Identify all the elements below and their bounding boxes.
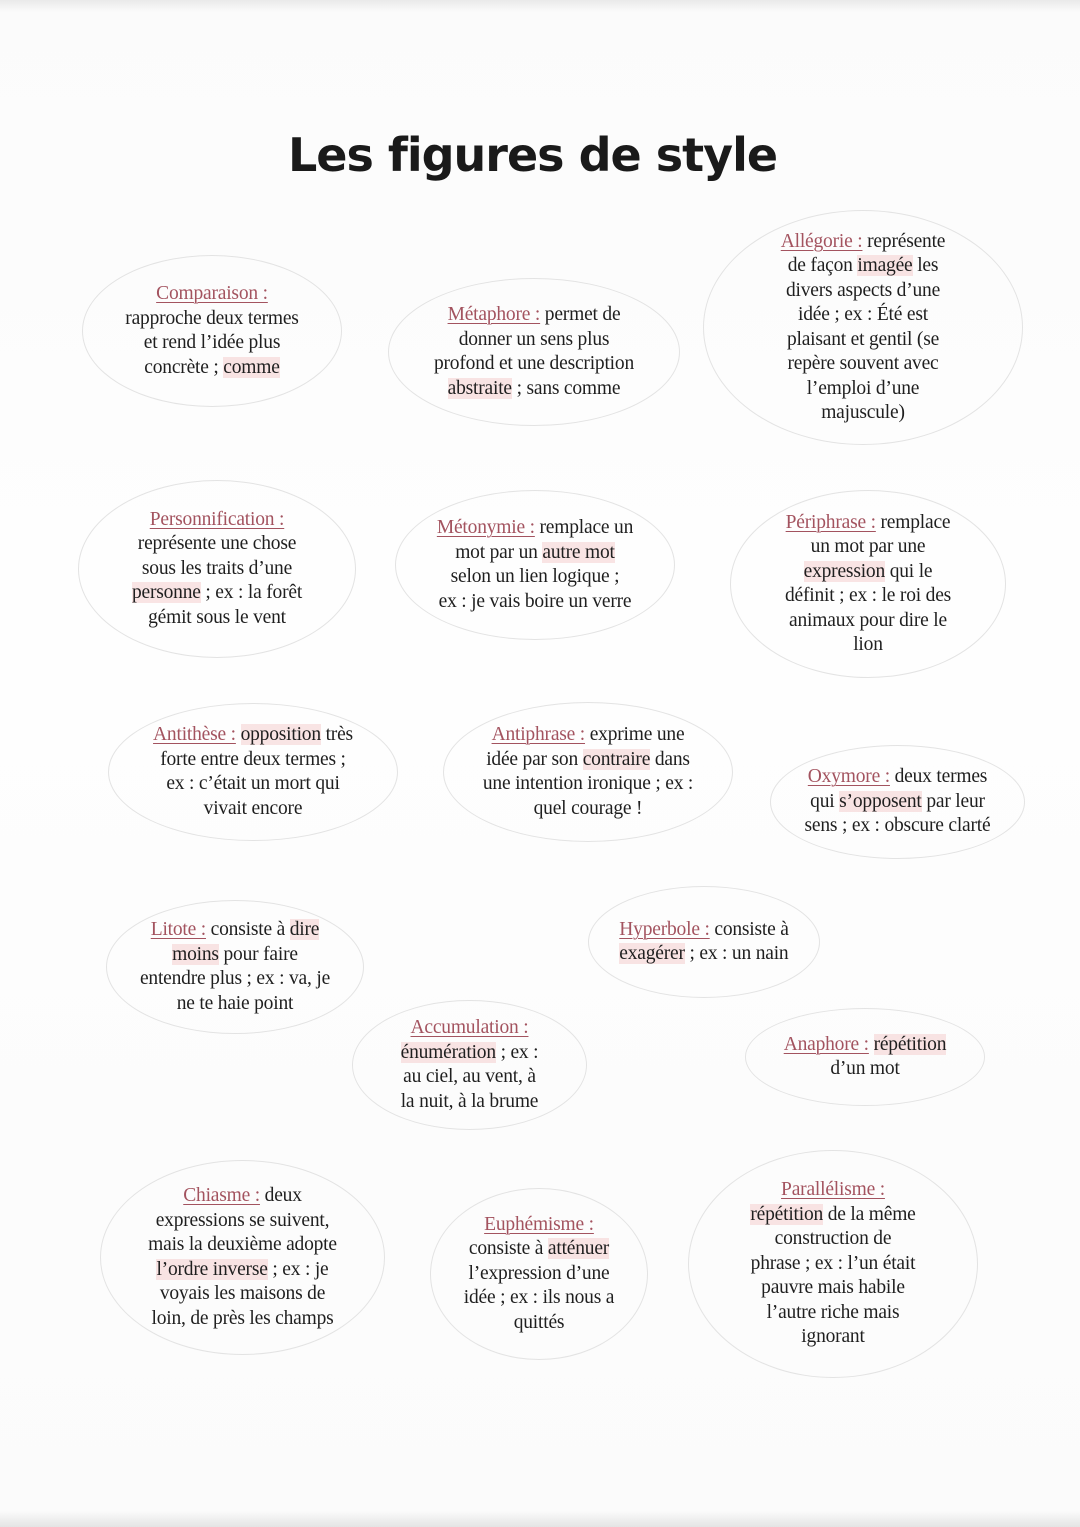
- bubble-text: [401, 1016, 539, 1114]
- term-comparaison: Comparaison :: [156, 283, 268, 304]
- line: deux termes: [889, 766, 988, 788]
- line: consiste à: [709, 918, 789, 940]
- bubble-text: [125, 282, 298, 380]
- line: dans: [650, 748, 690, 770]
- bubble-metonymie: [395, 490, 675, 640]
- line: phrase ; ex : l’un était: [750, 1252, 916, 1274]
- line: ; ex : je: [267, 1258, 329, 1280]
- line: deux: [259, 1185, 302, 1206]
- bubble-text: [434, 303, 634, 401]
- line: animaux pour dire le: [789, 609, 947, 631]
- line: qui: [810, 790, 840, 812]
- line: et rend l’idée plus: [143, 332, 281, 353]
- line: quel courage !: [533, 797, 643, 819]
- highlight: expression: [803, 560, 886, 582]
- line: gémit sous le vent: [148, 606, 286, 628]
- line: remplace: [875, 511, 951, 533]
- line: donner un sens plus: [458, 328, 610, 350]
- highlight: comme: [223, 356, 280, 378]
- line: de la même: [823, 1203, 916, 1225]
- term-oxymore: Oxymore :: [807, 766, 890, 788]
- line: idée par son: [486, 748, 583, 770]
- bubble-text: [805, 765, 991, 839]
- highlight: répétition: [873, 1033, 947, 1055]
- bubble-text: [153, 723, 353, 821]
- highlight: imagée: [857, 255, 913, 276]
- line: exprime une: [585, 724, 685, 745]
- bubble-parallelisme: [688, 1150, 978, 1378]
- line: consiste à: [468, 1238, 548, 1260]
- line: une intention ironique ; ex :: [482, 773, 694, 794]
- line: loin, de près les champs: [151, 1307, 334, 1329]
- line: quittés: [513, 1311, 565, 1333]
- term-allegorie: Allégorie :: [780, 230, 863, 252]
- line: idée ; ex : ils nous a: [463, 1287, 615, 1309]
- line: représente: [862, 230, 946, 252]
- line: très: [320, 724, 353, 745]
- line: idée ; ex : Été est: [798, 304, 928, 325]
- bubble-metaphore: [388, 278, 680, 426]
- bubble-anaphore: [745, 1008, 985, 1106]
- highlight: énumération: [400, 1041, 496, 1063]
- line: de façon: [787, 255, 858, 276]
- bubble-text: [784, 1033, 947, 1082]
- highlight: personne: [131, 582, 201, 604]
- highlight: opposition: [240, 724, 321, 745]
- bubble-text: [148, 1184, 337, 1331]
- bubble-accumulation: [352, 1000, 587, 1130]
- line: mot par un: [455, 541, 543, 563]
- bubble-hyperbole: [588, 886, 820, 998]
- line: ; ex : un nain: [684, 943, 789, 964]
- line: ; ex : la forêt: [200, 582, 303, 604]
- bubble-chiasme: [100, 1160, 385, 1355]
- highlight: répétition: [750, 1203, 824, 1225]
- line: ne te haie point: [176, 992, 294, 1014]
- highlight: l’ordre inverse: [156, 1258, 268, 1280]
- bubble-allegorie: [703, 210, 1023, 445]
- line: un mot par une: [810, 536, 926, 557]
- term-periphrase: Périphrase :: [785, 511, 876, 533]
- paper-top-edge: [0, 0, 1080, 12]
- line: l’autre riche mais: [766, 1301, 900, 1323]
- line: ex : je vais boire un verre: [438, 590, 632, 612]
- bubble-text: [785, 511, 951, 658]
- term-parallelisme: Parallélisme :: [781, 1179, 885, 1201]
- line: pour faire: [218, 943, 298, 965]
- line: ignorant: [801, 1326, 865, 1348]
- highlight: moins: [172, 943, 219, 965]
- line: lion: [853, 634, 883, 655]
- term-antithese: Antithèse :: [153, 724, 236, 745]
- line: pauvre mais habile: [761, 1277, 905, 1299]
- bubble-text: [619, 918, 788, 967]
- bubble-comparaison: [82, 255, 342, 407]
- line: définit ; ex : le roi des: [784, 585, 952, 606]
- term-metonymie: Métonymie :: [436, 517, 535, 538]
- line: concrète ;: [144, 356, 224, 378]
- highlight: contraire: [582, 748, 651, 770]
- line: selon un lien logique ;: [450, 566, 620, 587]
- paper-bottom-edge: [0, 1511, 1080, 1527]
- line: sous les traits d’une: [141, 557, 293, 579]
- term-metaphore: Métaphore :: [447, 304, 541, 325]
- line: ex : c’était un mort qui: [166, 773, 340, 794]
- bubble-text: [781, 230, 946, 426]
- line: rapproche deux termes: [125, 307, 299, 329]
- line: expressions se suivent,: [155, 1209, 330, 1231]
- bubble-antiphrase: [443, 702, 733, 842]
- line: forte entre deux termes ;: [160, 748, 346, 770]
- bubble-antithese: [108, 703, 398, 841]
- page-title: Les figures de style: [287, 128, 778, 182]
- line: permet de: [540, 304, 621, 325]
- line: consiste à: [206, 919, 290, 940]
- term-euphemisme: Euphémisme :: [484, 1213, 594, 1235]
- line: construction de: [774, 1228, 892, 1250]
- line: au ciel, au vent, à: [403, 1066, 536, 1087]
- line: voyais les maisons de: [159, 1283, 326, 1304]
- line: les: [912, 255, 939, 276]
- line: ; sans comme: [511, 377, 621, 399]
- line: l’expression d’une: [468, 1262, 610, 1284]
- line: mais la deuxième adopte: [148, 1234, 337, 1255]
- highlight: atténuer: [547, 1238, 610, 1260]
- line: d’un mot: [830, 1058, 900, 1079]
- line: qui le: [885, 560, 933, 582]
- highlight: exagérer: [619, 943, 685, 964]
- line: repère souvent avec: [787, 353, 939, 374]
- line: la nuit, à la brume: [400, 1090, 539, 1112]
- line: remplace un: [534, 517, 634, 538]
- bubble-text: [132, 508, 302, 631]
- line: profond et une description: [433, 353, 635, 374]
- bubble-text: [140, 918, 330, 1016]
- highlight: autre mot: [542, 541, 615, 563]
- bubble-periphrase: [730, 490, 1006, 678]
- bubble-oxymore: [770, 745, 1025, 859]
- bubble-text: [750, 1178, 915, 1350]
- bubble-euphemisme: [430, 1188, 648, 1360]
- line: majuscule): [821, 402, 905, 423]
- line: par leur: [921, 790, 985, 812]
- line: l’emploi d’une: [806, 377, 920, 399]
- bubble-text: [437, 516, 633, 614]
- term-litote: Litote :: [150, 919, 206, 940]
- highlight: dire: [289, 919, 320, 940]
- highlight: abstraite: [447, 377, 512, 399]
- bubble-personnification: [78, 480, 356, 658]
- line: divers aspects d’une: [785, 279, 941, 301]
- term-hyperbole: Hyperbole :: [619, 918, 710, 940]
- bubble-text: [483, 723, 693, 821]
- term-personnification: Personnification :: [149, 508, 285, 530]
- highlight: s’opposent: [839, 790, 922, 812]
- term-anaphore: Anaphore :: [783, 1033, 869, 1055]
- line: vivait encore: [203, 797, 303, 819]
- line: ; ex :: [495, 1041, 539, 1063]
- term-chiasme: Chiasme :: [183, 1185, 260, 1206]
- line: sens ; ex : obscure clarté: [804, 815, 991, 837]
- bubble-litote: [106, 900, 364, 1034]
- bubble-text: [464, 1213, 615, 1336]
- line: entendre plus ; ex : va, je: [139, 968, 331, 989]
- line: plaisant et gentil (se: [786, 328, 940, 350]
- term-antiphrase: Antiphrase :: [491, 724, 586, 745]
- line: représente une chose: [137, 533, 297, 555]
- term-accumulation: Accumulation :: [410, 1017, 529, 1038]
